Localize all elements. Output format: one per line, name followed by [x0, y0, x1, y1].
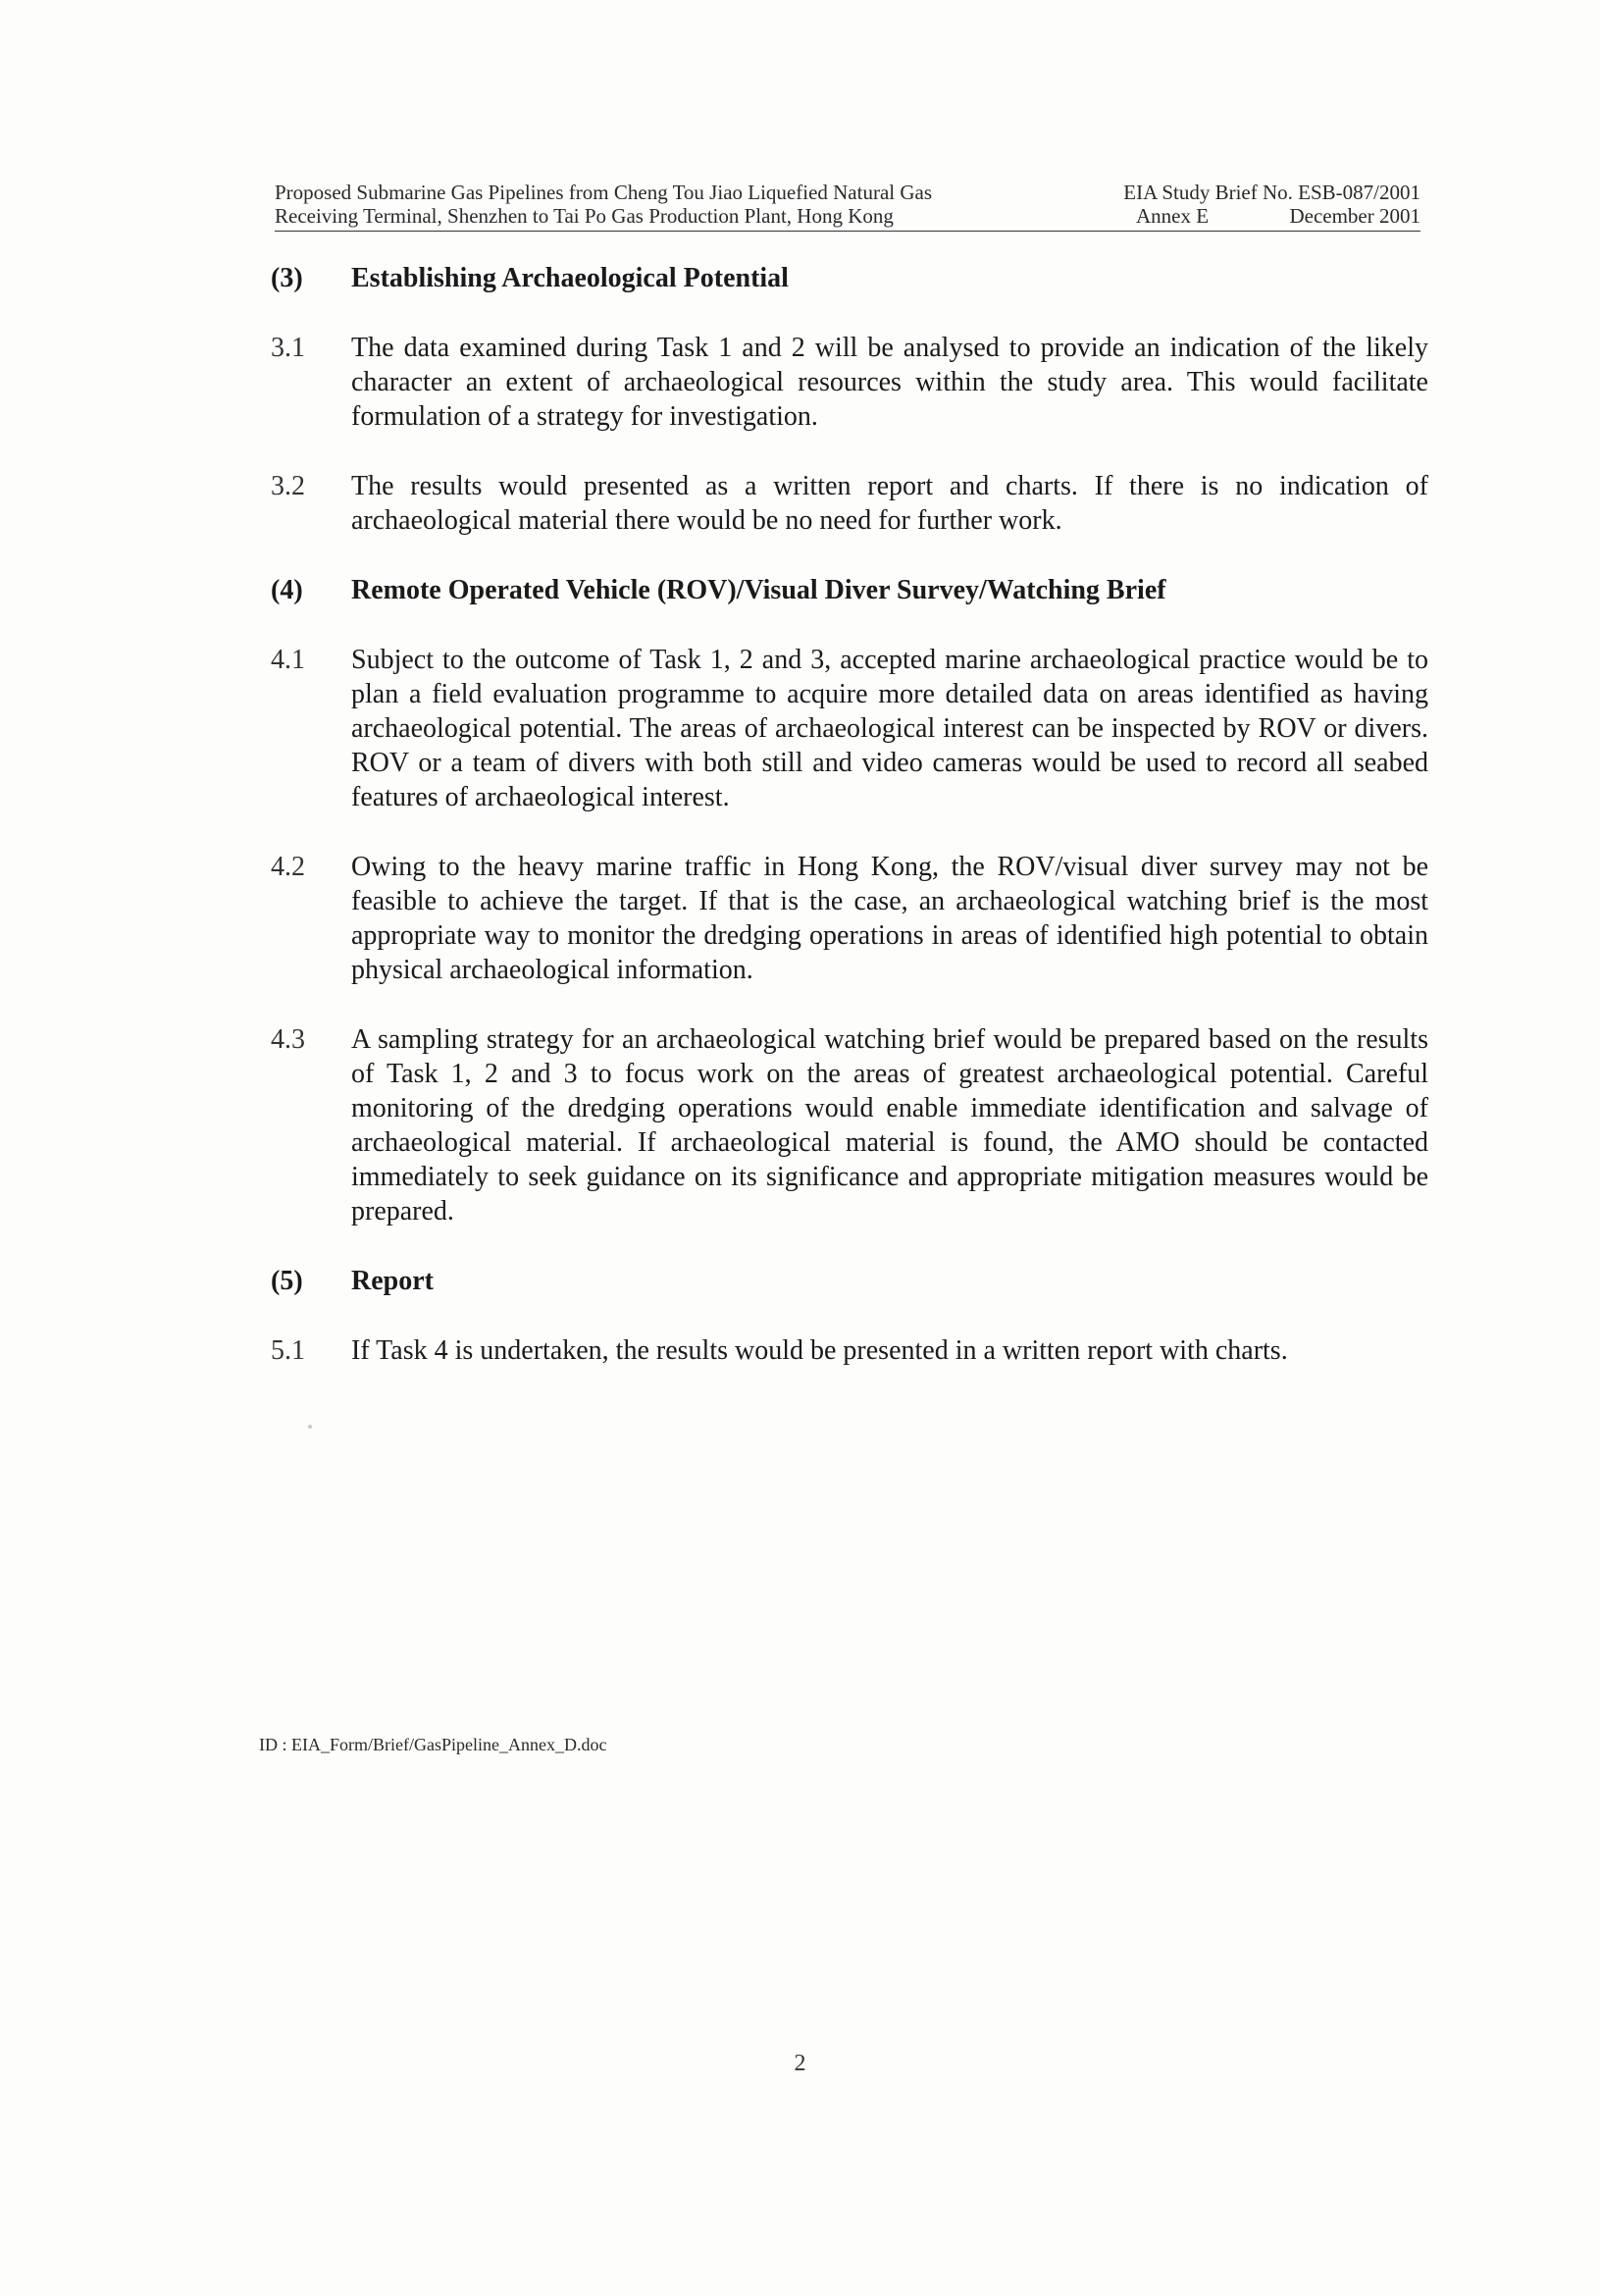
- paragraph-text: Subject to the outcome of Task 1, 2 and 3, accepted marine archaeological practice would be to plan a field evaluation programme to acquire more detailed data on areas identified as having archaeological potential. The areas of archaeological interest can be inspected by ROV or divers. ROV or a team of divers with both still and video cameras would be used to record all seabed features of archaeological interest.: [351, 645, 1428, 812]
- header-annex: Annex E: [1136, 204, 1210, 228]
- paragraph-text: The data examined during Task 1 and 2 will be analysed to provide an indication of the likely character an extent of archaeological resources within the study area. This would facilitate formulation of a strategy for investigation.: [351, 333, 1428, 432]
- paragraph-number: 3.1: [271, 333, 305, 363]
- paragraph-number: 4.2: [271, 852, 305, 882]
- section-title: Remote Operated Vehicle (ROV)/Visual Diver Survey/Watching Brief: [351, 575, 1166, 605]
- paragraph: [271, 850, 1428, 987]
- section-heading: [271, 261, 1428, 295]
- paragraph-number: 4.3: [271, 1024, 305, 1055]
- paragraph-text: A sampling strategy for an archaeological watching brief would be prepared based on the results of Task 1, 2 and 3 to focus work on the areas of greatest archaeological potential. Careful monitoring of the dredging operations would enable immediate identification and salvage of archaeological material. If archaeological material is found, the AMO should be contacted immediately to seek guidance on its significance and appropriate mitigation measures would be prepared.: [351, 1024, 1428, 1226]
- paragraph: [271, 469, 1428, 538]
- header-title-line-1: Proposed Submarine Gas Pipelines from Cheng Tou Jiao Liquefied Natural Gas: [275, 181, 933, 204]
- paragraph-number: 4.1: [271, 645, 305, 675]
- document-body: [271, 261, 1428, 1403]
- paragraph: [271, 643, 1428, 814]
- paragraph: [271, 331, 1428, 434]
- page-number: 2: [794, 2051, 806, 2076]
- section-number: (3): [271, 263, 303, 293]
- scan-speck: [308, 1425, 312, 1429]
- paragraph-text: If Task 4 is undertaken, the results would be presented in a written report with charts.: [351, 1335, 1288, 1366]
- section-number: (4): [271, 575, 303, 605]
- paragraph: [271, 1333, 1428, 1368]
- section-title: Establishing Archaeological Potential: [351, 263, 789, 293]
- section-number: (5): [271, 1266, 303, 1296]
- section-heading: [271, 573, 1428, 607]
- section-title: Report: [351, 1266, 434, 1296]
- paragraph-text: Owing to the heavy marine traffic in Hong Kong, the ROV/visual diver survey may not be feasible to achieve the target. If that is the case, an archaeological watching brief is the most appropriate way to monitor the dredging operations in areas of identified high potential to obtain physical archaeological information.: [351, 852, 1428, 985]
- paragraph-number: 3.2: [271, 471, 305, 501]
- paragraph: [271, 1022, 1428, 1228]
- header-reference: [1087, 181, 1420, 228]
- header-date: December 2001: [1289, 204, 1420, 228]
- paragraph-number: 5.1: [271, 1335, 305, 1366]
- paragraph-text: The results would presented as a written report and charts. If there is no indication of archaeological material there would be no need for further work.: [351, 471, 1428, 536]
- section-heading: [271, 1264, 1428, 1298]
- header-rule: [275, 231, 1420, 232]
- header-project-title: [275, 181, 1059, 228]
- header-title-line-2: Receiving Terminal, Shenzhen to Tai Po Gas Production Plant, Hong Kong: [275, 204, 894, 228]
- header-study-brief-number: EIA Study Brief No. ESB-087/2001: [1123, 181, 1420, 204]
- document-id: ID : EIA_Form/Brief/GasPipeline_Annex_D.doc: [259, 1735, 607, 1754]
